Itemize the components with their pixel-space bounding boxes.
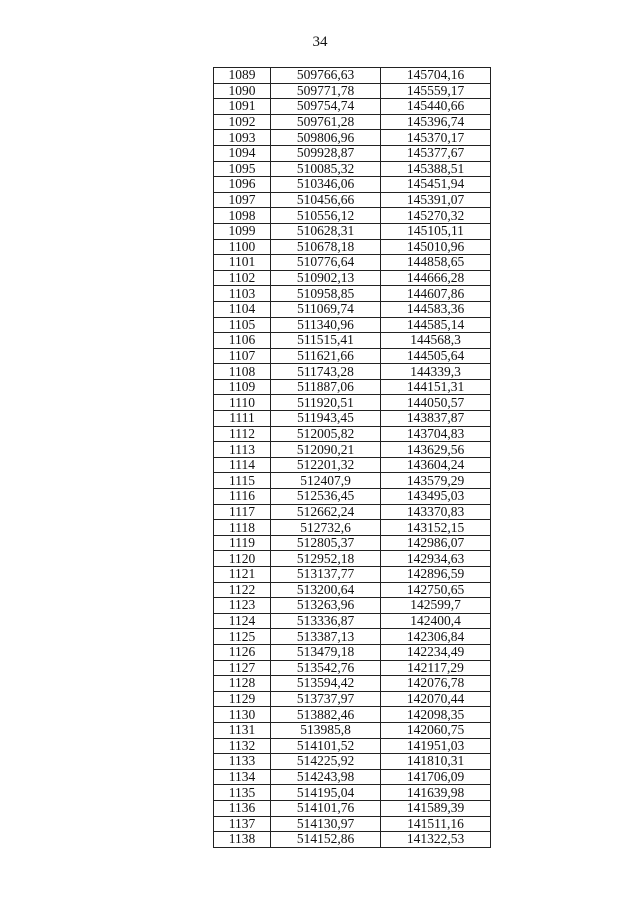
y-coordinate-cell: 144585,14 [381, 317, 491, 333]
x-coordinate-cell: 512536,45 [271, 489, 381, 505]
y-coordinate-cell: 142896,59 [381, 567, 491, 583]
x-coordinate-cell: 513479,18 [271, 644, 381, 660]
y-coordinate-cell: 145010,96 [381, 239, 491, 255]
table-row [214, 99, 491, 115]
x-coordinate-cell: 511515,41 [271, 333, 381, 349]
x-coordinate-cell: 509761,28 [271, 114, 381, 130]
x-coordinate-cell: 513137,77 [271, 567, 381, 583]
point-number-cell: 1126 [214, 644, 271, 660]
coordinates-table [213, 67, 491, 848]
table-row [214, 613, 491, 629]
y-coordinate-cell: 145388,51 [381, 161, 491, 177]
x-coordinate-cell: 513985,8 [271, 722, 381, 738]
point-number-cell: 1093 [214, 130, 271, 146]
table-row [214, 83, 491, 99]
x-coordinate-cell: 512805,37 [271, 535, 381, 551]
y-coordinate-cell: 141511,16 [381, 816, 491, 832]
table-row [214, 255, 491, 271]
y-coordinate-cell: 145451,94 [381, 177, 491, 193]
y-coordinate-cell: 143152,15 [381, 520, 491, 536]
point-number-cell: 1104 [214, 301, 271, 317]
table-row [214, 816, 491, 832]
table-row [214, 676, 491, 692]
coordinates-table-body [214, 68, 491, 848]
point-number-cell: 1123 [214, 598, 271, 614]
x-coordinate-cell: 513882,46 [271, 707, 381, 723]
y-coordinate-cell: 141810,31 [381, 754, 491, 770]
table-row [214, 629, 491, 645]
y-coordinate-cell: 142986,07 [381, 535, 491, 551]
table-row [214, 722, 491, 738]
x-coordinate-cell: 510456,66 [271, 192, 381, 208]
y-coordinate-cell: 141322,53 [381, 832, 491, 848]
table-row [214, 567, 491, 583]
y-coordinate-cell: 145440,66 [381, 99, 491, 115]
x-coordinate-cell: 513542,76 [271, 660, 381, 676]
table-row [214, 785, 491, 801]
x-coordinate-cell: 514243,98 [271, 769, 381, 785]
table-row [214, 177, 491, 193]
x-coordinate-cell: 510085,32 [271, 161, 381, 177]
x-coordinate-cell: 511743,28 [271, 364, 381, 380]
y-coordinate-cell: 144666,28 [381, 270, 491, 286]
y-coordinate-cell: 145704,16 [381, 68, 491, 84]
y-coordinate-cell: 142750,65 [381, 582, 491, 598]
point-number-cell: 1125 [214, 629, 271, 645]
y-coordinate-cell: 143629,56 [381, 442, 491, 458]
y-coordinate-cell: 144505,64 [381, 348, 491, 364]
point-number-cell: 1121 [214, 567, 271, 583]
point-number-cell: 1089 [214, 68, 271, 84]
x-coordinate-cell: 510776,64 [271, 255, 381, 271]
x-coordinate-cell: 512090,21 [271, 442, 381, 458]
point-number-cell: 1098 [214, 208, 271, 224]
y-coordinate-cell: 143370,83 [381, 504, 491, 520]
x-coordinate-cell: 512952,18 [271, 551, 381, 567]
x-coordinate-cell: 513263,96 [271, 598, 381, 614]
table-row [214, 270, 491, 286]
point-number-cell: 1120 [214, 551, 271, 567]
point-number-cell: 1100 [214, 239, 271, 255]
y-coordinate-cell: 144607,86 [381, 286, 491, 302]
y-coordinate-cell: 145370,17 [381, 130, 491, 146]
x-coordinate-cell: 510678,18 [271, 239, 381, 255]
table-row [214, 754, 491, 770]
table-row [214, 301, 491, 317]
point-number-cell: 1115 [214, 473, 271, 489]
point-number-cell: 1119 [214, 535, 271, 551]
point-number-cell: 1109 [214, 379, 271, 395]
point-number-cell: 1118 [214, 520, 271, 536]
y-coordinate-cell: 145270,32 [381, 208, 491, 224]
y-coordinate-cell: 145396,74 [381, 114, 491, 130]
table-row [214, 68, 491, 84]
table-row [214, 395, 491, 411]
table-row [214, 582, 491, 598]
x-coordinate-cell: 514130,97 [271, 816, 381, 832]
table-row [214, 551, 491, 567]
point-number-cell: 1108 [214, 364, 271, 380]
point-number-cell: 1128 [214, 676, 271, 692]
x-coordinate-cell: 511943,45 [271, 411, 381, 427]
y-coordinate-cell: 144583,36 [381, 301, 491, 317]
x-coordinate-cell: 513336,87 [271, 613, 381, 629]
y-coordinate-cell: 144858,65 [381, 255, 491, 271]
x-coordinate-cell: 514101,52 [271, 738, 381, 754]
point-number-cell: 1136 [214, 800, 271, 816]
point-number-cell: 1131 [214, 722, 271, 738]
table-row [214, 348, 491, 364]
y-coordinate-cell: 142400,4 [381, 613, 491, 629]
table-row [214, 333, 491, 349]
table-row [214, 504, 491, 520]
x-coordinate-cell: 514101,76 [271, 800, 381, 816]
point-number-cell: 1112 [214, 426, 271, 442]
y-coordinate-cell: 144339,3 [381, 364, 491, 380]
point-number-cell: 1130 [214, 707, 271, 723]
table-row [214, 145, 491, 161]
table-row [214, 535, 491, 551]
x-coordinate-cell: 513200,64 [271, 582, 381, 598]
x-coordinate-cell: 510958,85 [271, 286, 381, 302]
table-row [214, 364, 491, 380]
y-coordinate-cell: 142098,35 [381, 707, 491, 723]
x-coordinate-cell: 509806,96 [271, 130, 381, 146]
x-coordinate-cell: 510902,13 [271, 270, 381, 286]
x-coordinate-cell: 509928,87 [271, 145, 381, 161]
table-row [214, 114, 491, 130]
x-coordinate-cell: 509754,74 [271, 99, 381, 115]
x-coordinate-cell: 513737,97 [271, 691, 381, 707]
x-coordinate-cell: 513387,13 [271, 629, 381, 645]
x-coordinate-cell: 512732,6 [271, 520, 381, 536]
x-coordinate-cell: 511069,74 [271, 301, 381, 317]
x-coordinate-cell: 511621,66 [271, 348, 381, 364]
table-row [214, 442, 491, 458]
y-coordinate-cell: 143704,83 [381, 426, 491, 442]
x-coordinate-cell: 511887,06 [271, 379, 381, 395]
y-coordinate-cell: 142599,7 [381, 598, 491, 614]
point-number-cell: 1107 [214, 348, 271, 364]
point-number-cell: 1111 [214, 411, 271, 427]
table-row [214, 644, 491, 660]
point-number-cell: 1124 [214, 613, 271, 629]
point-number-cell: 1102 [214, 270, 271, 286]
point-number-cell: 1099 [214, 223, 271, 239]
y-coordinate-cell: 141706,09 [381, 769, 491, 785]
point-number-cell: 1097 [214, 192, 271, 208]
table-row [214, 489, 491, 505]
x-coordinate-cell: 510556,12 [271, 208, 381, 224]
x-coordinate-cell: 510628,31 [271, 223, 381, 239]
table-row [214, 660, 491, 676]
y-coordinate-cell: 145105,11 [381, 223, 491, 239]
x-coordinate-cell: 509766,63 [271, 68, 381, 84]
table-row [214, 473, 491, 489]
x-coordinate-cell: 509771,78 [271, 83, 381, 99]
table-row [214, 239, 491, 255]
y-coordinate-cell: 144050,57 [381, 395, 491, 411]
y-coordinate-cell: 141589,39 [381, 800, 491, 816]
table-row [214, 457, 491, 473]
point-number-cell: 1114 [214, 457, 271, 473]
table-row [214, 411, 491, 427]
table-row [214, 379, 491, 395]
table-row [214, 691, 491, 707]
point-number-cell: 1129 [214, 691, 271, 707]
y-coordinate-cell: 142306,84 [381, 629, 491, 645]
x-coordinate-cell: 512201,32 [271, 457, 381, 473]
table-row [214, 192, 491, 208]
y-coordinate-cell: 143495,03 [381, 489, 491, 505]
y-coordinate-cell: 145391,07 [381, 192, 491, 208]
point-number-cell: 1116 [214, 489, 271, 505]
y-coordinate-cell: 142076,78 [381, 676, 491, 692]
point-number-cell: 1090 [214, 83, 271, 99]
x-coordinate-cell: 511920,51 [271, 395, 381, 411]
table-row [214, 426, 491, 442]
table-row [214, 130, 491, 146]
point-number-cell: 1135 [214, 785, 271, 801]
table-row [214, 208, 491, 224]
table-row [214, 223, 491, 239]
x-coordinate-cell: 514225,92 [271, 754, 381, 770]
point-number-cell: 1094 [214, 145, 271, 161]
point-number-cell: 1133 [214, 754, 271, 770]
point-number-cell: 1132 [214, 738, 271, 754]
y-coordinate-cell: 141951,03 [381, 738, 491, 754]
x-coordinate-cell: 510346,06 [271, 177, 381, 193]
point-number-cell: 1095 [214, 161, 271, 177]
x-coordinate-cell: 512662,24 [271, 504, 381, 520]
point-number-cell: 1137 [214, 816, 271, 832]
point-number-cell: 1105 [214, 317, 271, 333]
x-coordinate-cell: 512005,82 [271, 426, 381, 442]
table-row [214, 800, 491, 816]
x-coordinate-cell: 511340,96 [271, 317, 381, 333]
table-row [214, 769, 491, 785]
y-coordinate-cell: 143604,24 [381, 457, 491, 473]
y-coordinate-cell: 144568,3 [381, 333, 491, 349]
y-coordinate-cell: 144151,31 [381, 379, 491, 395]
point-number-cell: 1122 [214, 582, 271, 598]
y-coordinate-cell: 145559,17 [381, 83, 491, 99]
x-coordinate-cell: 512407,9 [271, 473, 381, 489]
table-row [214, 286, 491, 302]
point-number-cell: 1110 [214, 395, 271, 411]
point-number-cell: 1106 [214, 333, 271, 349]
y-coordinate-cell: 142234,49 [381, 644, 491, 660]
point-number-cell: 1127 [214, 660, 271, 676]
table-row [214, 317, 491, 333]
y-coordinate-cell: 142117,29 [381, 660, 491, 676]
y-coordinate-cell: 141639,98 [381, 785, 491, 801]
y-coordinate-cell: 145377,67 [381, 145, 491, 161]
page-number: 34 [312, 34, 328, 50]
table-row [214, 707, 491, 723]
x-coordinate-cell: 513594,42 [271, 676, 381, 692]
point-number-cell: 1138 [214, 832, 271, 848]
y-coordinate-cell: 143837,87 [381, 411, 491, 427]
point-number-cell: 1096 [214, 177, 271, 193]
table-row [214, 832, 491, 848]
point-number-cell: 1101 [214, 255, 271, 271]
table-row [214, 598, 491, 614]
y-coordinate-cell: 142060,75 [381, 722, 491, 738]
y-coordinate-cell: 142934,63 [381, 551, 491, 567]
point-number-cell: 1134 [214, 769, 271, 785]
table-row [214, 520, 491, 536]
y-coordinate-cell: 143579,29 [381, 473, 491, 489]
x-coordinate-cell: 514152,86 [271, 832, 381, 848]
point-number-cell: 1091 [214, 99, 271, 115]
y-coordinate-cell: 142070,44 [381, 691, 491, 707]
table-row [214, 738, 491, 754]
table-row [214, 161, 491, 177]
point-number-cell: 1113 [214, 442, 271, 458]
point-number-cell: 1092 [214, 114, 271, 130]
point-number-cell: 1103 [214, 286, 271, 302]
point-number-cell: 1117 [214, 504, 271, 520]
x-coordinate-cell: 514195,04 [271, 785, 381, 801]
